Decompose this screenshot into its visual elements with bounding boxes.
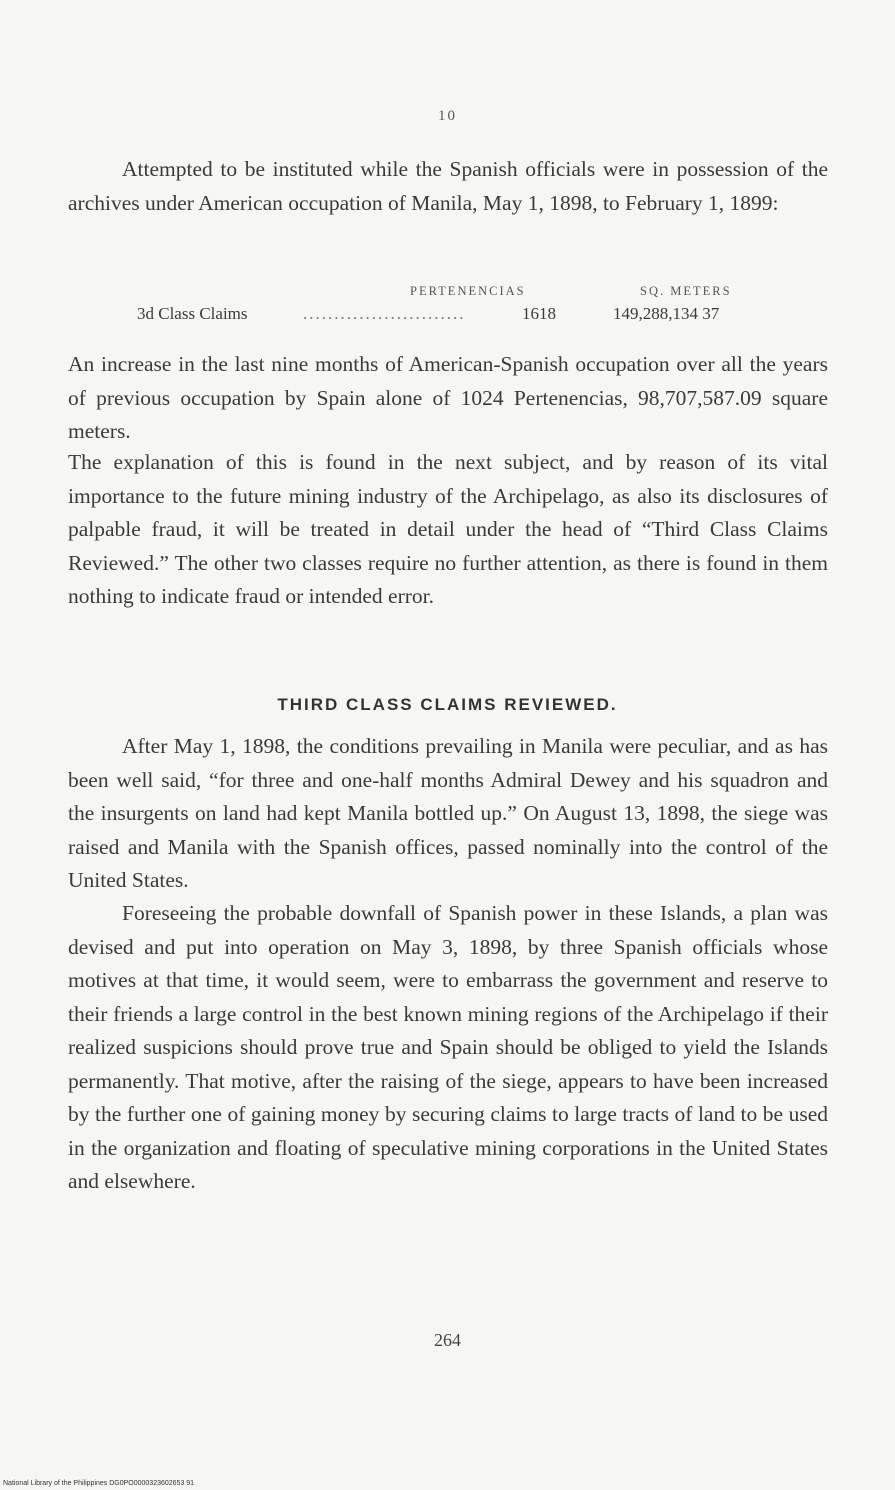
row-pertenencias: 1618 <box>522 304 556 323</box>
page-number-bottom: 264 <box>434 1330 461 1350</box>
row-label: 3d Class Claims <box>137 304 248 323</box>
increase-paragraph <box>68 348 828 449</box>
explanation-paragraph-text: The explanation of this is found in the next subject, and by reason of its vital importance to the future mining industry of the Archipelago, as also its disclosures of palpable fraud, it will be treated in detail under the head of “Third Class Claims Reviewed.” The other two classes require no further attention, as there is found in them nothing to indicate fraud or intended error. <box>68 450 828 608</box>
section-heading: THIRD CLASS CLAIMS REVIEWED. <box>277 695 618 714</box>
explanation-paragraph <box>68 446 828 614</box>
page-number-top: 10 <box>438 108 457 124</box>
dot-leader: .......................... <box>303 304 466 323</box>
after-may-paragraph <box>68 730 828 898</box>
after-may-paragraph-text: After May 1, 1898, the conditions prevailing in Manila were peculiar, and as has been well said, “for three and one-half months Admiral Dewey and his squadron and the insurgents on land had kept Manila bottled up.” On August 13, 1898, the siege was raised and Manila with the Spanish offices, passed nominally into the control of the United States. <box>68 734 828 892</box>
column-header-pertenencias: PERTENENCIAS <box>410 284 526 298</box>
intro-paragraph-text: Attempted to be instituted while the Spanish officials were in possession of the archives under American occupation of Manila, May 1, 1898, to February 1, 1899: <box>68 157 828 215</box>
increase-paragraph-text: An increase in the last nine months of American-Spanish occupation over all the years of previous occupation by Spain alone of 1024 Pertenencias, 98,707,587.09 square meters. <box>68 352 828 443</box>
row-sq-meters: 149,288,134 37 <box>613 304 720 323</box>
footer-credit: National Library of the Philippines DG0PO0000323602653 91 <box>3 1480 195 1487</box>
foreseeing-paragraph <box>68 897 828 1199</box>
intro-paragraph <box>68 153 828 220</box>
column-header-sq-meters: SQ. METERS <box>640 284 732 298</box>
foreseeing-paragraph-text: Foreseeing the probable downfall of Spanish power in these Islands, a plan was devised and put into operation on May 3, 1898, by three Spanish officials whose motives at that time, it would seem, were to embarrass the government and reserve to their friends a large control in the best known mining regions of the Archipelago if their realized suspicions should prove true and Spain should be obliged to yield the Islands permanently. That motive, after the raising of the siege, appears to have been increased by the further one of gaining money by securing claims to large tracts of land to be used in the organization and floating of speculative mining corporations in the United States and elsewhere. <box>68 901 828 1193</box>
